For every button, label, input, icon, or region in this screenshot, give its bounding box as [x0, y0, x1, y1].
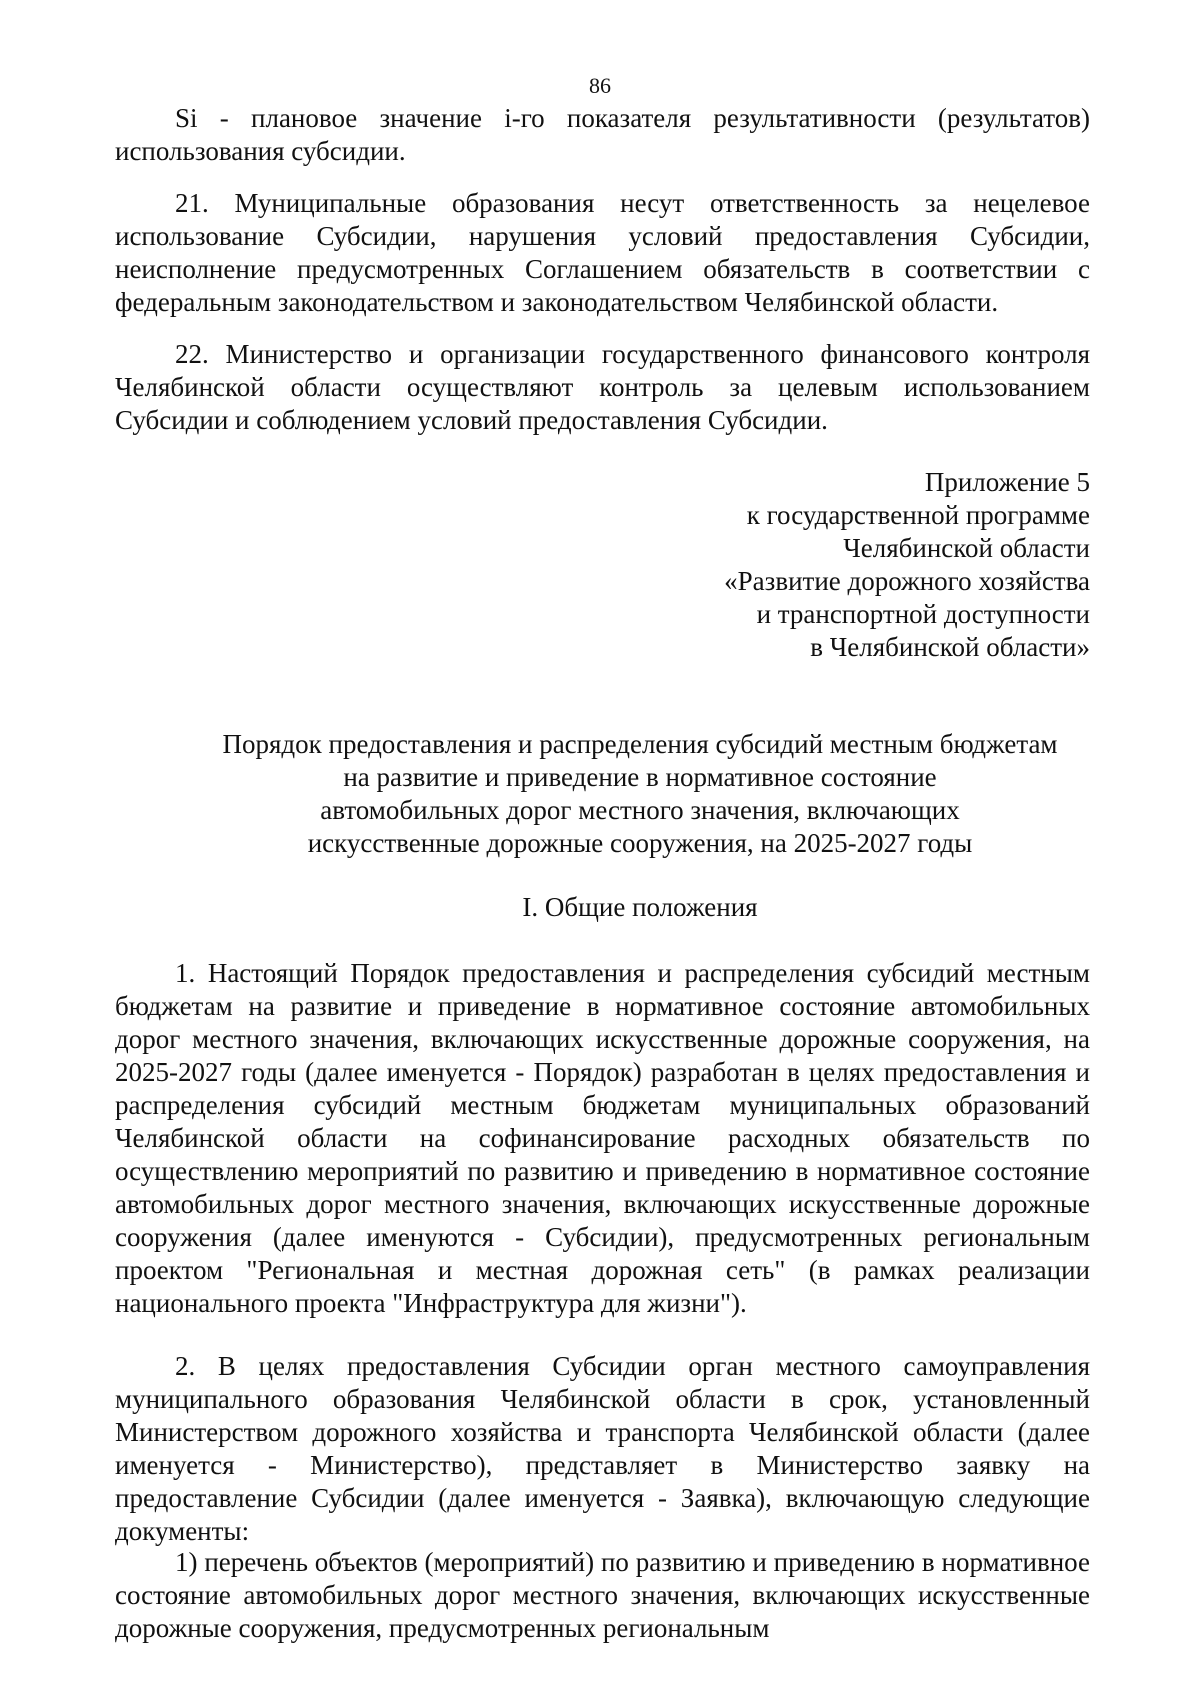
- paragraph-2-item-1: 1) перечень объектов (мероприятий) по развитию и приведению в нормативное состояние автомобильных дорог местного значения, включающих искусственные дорожные сооружения, предусмотренных региональным: [115, 1547, 1090, 1643]
- document-title: [100, 728, 1180, 860]
- title-line: искусственные дорожные сооружения, на 2025-2027 годы: [307, 828, 973, 858]
- page-number: 86: [589, 73, 611, 98]
- paragraph-22: 22. Министерство и организации государственного финансового контроля Челябинской области осуществляют контроль за целевым использованием Субсидии и соблюдением условий предоставления Субсидии.: [115, 339, 1090, 435]
- appendix-line: и транспортной доступности: [756, 599, 1090, 629]
- appendix-line: «Развитие дорожного хозяйства: [724, 566, 1090, 596]
- paragraph-21: 21. Муниципальные образования несут ответственность за нецелевое использование Субсидии, нарушения условий предоставления Субсидии, неисполнение предусмотренных Соглашением обязательств в соответствии с федеральным законодательством и законодательством Челябинской области.: [115, 188, 1090, 317]
- paragraph-si-definition: Si - плановое значение i-го показателя результативности (результатов) использования субсидии.: [115, 103, 1090, 166]
- title-line: автомобильных дорог местного значения, включающих: [320, 795, 960, 825]
- paragraph-1: 1. Настоящий Порядок предоставления и распределения субсидий местным бюджетам на развитие и приведение в нормативное состояние автомобильных дорог местного значения, включающих искусственные дорожные сооружения, на 2025-2027 годы (далее именуется - Порядок) разработан в целях предоставления и распределения субсидий местным бюджетам муниципальных образований Челябинской области на софинансирование расходных обязательств по осуществлению мероприятий по развитию и приведению в нормативное состояние автомобильных дорог местного значения, включающих искусственные дорожные сооружения (далее именуются - Субсидии), предусмотренных региональным проектом "Региональная и местная дорожная сеть" (в рамках реализации национального проекта "Инфраструктура для жизни").: [115, 958, 1090, 1318]
- paragraph-2: 2. В целях предоставления Субсидии орган местного самоуправления муниципального образования Челябинской области в срок, установленный Министерством дорожного хозяйства и транспорта Челябинской области (далее именуется - Министерство), представляет в Министерство заявку на предоставление Субсидии (далее именуется - Заявка), включающую следующие документы:: [115, 1351, 1090, 1546]
- appendix-line: Приложение 5: [924, 467, 1090, 497]
- appendix-line: Челябинской области: [843, 533, 1090, 563]
- section-heading: I. Общие положения: [522, 892, 758, 922]
- appendix-header: [590, 466, 1090, 664]
- title-line: на развитие и приведение в нормативное состояние: [343, 762, 937, 792]
- appendix-line: к государственной программе: [746, 500, 1090, 530]
- title-line: Порядок предоставления и распределения субсидий местным бюджетам: [222, 729, 1058, 759]
- appendix-line: в Челябинской области»: [810, 632, 1090, 662]
